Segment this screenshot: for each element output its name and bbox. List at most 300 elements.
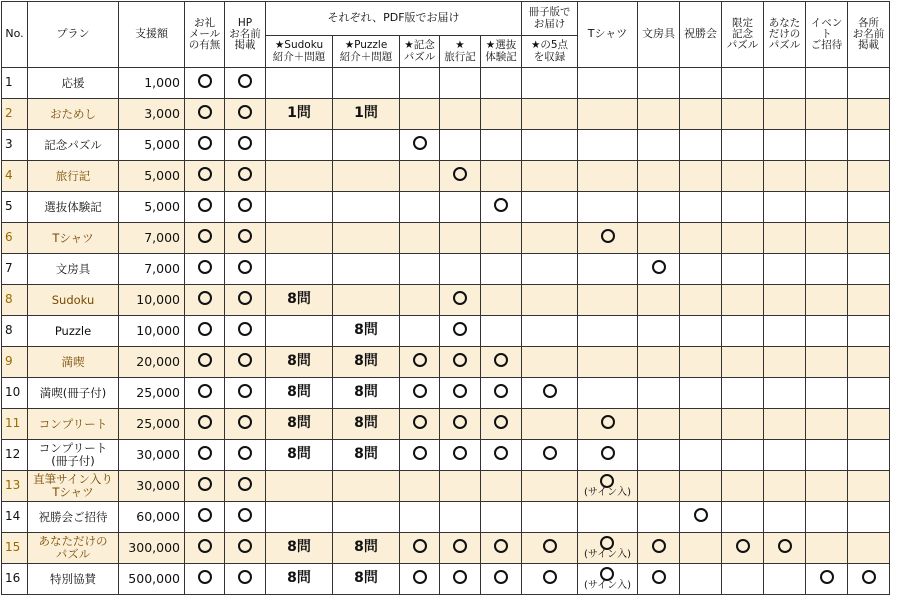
- empty-cell: [806, 471, 848, 502]
- circle-mark-icon: [198, 384, 212, 398]
- plan-name: 記念パズル: [28, 130, 119, 161]
- included-cell: [400, 440, 440, 471]
- support-amount: 500,000: [119, 564, 185, 595]
- empty-cell: [481, 130, 522, 161]
- circle-mark-icon: [453, 353, 467, 367]
- included-cell: [225, 223, 266, 254]
- problem-count: 8問: [266, 440, 333, 471]
- support-plan-table: [1, 1, 890, 595]
- empty-cell: [333, 254, 400, 285]
- circle-mark-icon: [238, 384, 252, 398]
- header-booklet-group: 冊子版で お届け: [522, 2, 578, 36]
- empty-cell: [578, 130, 638, 161]
- empty-cell: [848, 99, 890, 130]
- empty-cell: [522, 161, 578, 192]
- circle-mark-icon: [600, 536, 614, 550]
- included-cell: [185, 192, 225, 223]
- empty-cell: [848, 502, 890, 533]
- empty-cell: [481, 254, 522, 285]
- circle-mark-icon: [238, 539, 252, 553]
- circle-mark-icon: [413, 446, 427, 460]
- circle-mark-icon: [543, 384, 557, 398]
- empty-cell: [764, 99, 806, 130]
- header-party: 祝勝会: [680, 2, 722, 68]
- circle-mark-icon: [198, 198, 212, 212]
- header-plan: プラン: [28, 2, 119, 68]
- circle-mark-icon: [453, 167, 467, 181]
- empty-cell: [638, 68, 680, 99]
- included-cell: [440, 378, 481, 409]
- empty-cell: [522, 316, 578, 347]
- circle-mark-icon: [600, 567, 614, 581]
- support-amount: 25,000: [119, 378, 185, 409]
- table-row: [2, 471, 890, 502]
- empty-cell: [400, 223, 440, 254]
- circle-mark-icon: [198, 291, 212, 305]
- empty-cell: [638, 99, 680, 130]
- empty-cell: [266, 316, 333, 347]
- empty-cell: [764, 316, 806, 347]
- plan-name: あなただけの パズル: [28, 533, 119, 564]
- table-row: [2, 161, 890, 192]
- empty-cell: [722, 192, 764, 223]
- empty-cell: [578, 378, 638, 409]
- table-row: [2, 192, 890, 223]
- empty-cell: [764, 161, 806, 192]
- row-number: 9: [2, 347, 28, 378]
- circle-mark-icon: [198, 167, 212, 181]
- plan-name: 文房具: [28, 254, 119, 285]
- empty-cell: [400, 502, 440, 533]
- empty-cell: [848, 130, 890, 161]
- included-cell: [225, 254, 266, 285]
- empty-cell: [522, 68, 578, 99]
- circle-mark-icon: [494, 539, 508, 553]
- header-five-items: ★の5点 を収録: [522, 36, 578, 68]
- problem-count: 8問: [266, 285, 333, 316]
- empty-cell: [722, 223, 764, 254]
- empty-cell: [578, 502, 638, 533]
- empty-cell: [764, 471, 806, 502]
- circle-mark-icon: [413, 539, 427, 553]
- included-cell: [185, 564, 225, 595]
- table-row: [2, 316, 890, 347]
- support-amount: 20,000: [119, 347, 185, 378]
- empty-cell: [481, 99, 522, 130]
- circle-mark-icon: [198, 353, 212, 367]
- header-pdf-group: それぞれ、PDF版でお届け: [266, 2, 522, 36]
- empty-cell: [333, 130, 400, 161]
- empty-cell: [764, 347, 806, 378]
- header-limited-puzzle: 限定 記念 パズル: [722, 2, 764, 68]
- included-cell: [722, 533, 764, 564]
- circle-mark-icon: [198, 508, 212, 522]
- empty-cell: [266, 471, 333, 502]
- circle-mark-icon: [543, 539, 557, 553]
- header-no: No.: [2, 2, 28, 68]
- empty-cell: [440, 502, 481, 533]
- circle-mark-icon: [494, 384, 508, 398]
- row-number: 8: [2, 285, 28, 316]
- empty-cell: [764, 378, 806, 409]
- row-number: 13: [2, 471, 28, 502]
- included-cell: [400, 409, 440, 440]
- empty-cell: [400, 471, 440, 502]
- support-amount: 5,000: [119, 161, 185, 192]
- circle-mark-icon: [413, 570, 427, 584]
- circle-mark-icon: [652, 539, 666, 553]
- empty-cell: [722, 564, 764, 595]
- header-memorial-puzzle: ★記念 パズル: [400, 36, 440, 68]
- included-cell: [400, 130, 440, 161]
- circle-mark-icon: [543, 446, 557, 460]
- circle-mark-icon: [198, 570, 212, 584]
- empty-cell: [722, 440, 764, 471]
- circle-mark-icon: [601, 415, 615, 429]
- support-amount: 10,000: [119, 285, 185, 316]
- support-amount: 60,000: [119, 502, 185, 533]
- empty-cell: [522, 409, 578, 440]
- table-row: [2, 223, 890, 254]
- included-cell: [481, 440, 522, 471]
- plan-name: おためし: [28, 99, 119, 130]
- empty-cell: [522, 254, 578, 285]
- included-cell: [578, 440, 638, 471]
- row-number: 10: [2, 378, 28, 409]
- empty-cell: [848, 254, 890, 285]
- circle-mark-icon: [198, 229, 212, 243]
- empty-cell: [848, 161, 890, 192]
- included-cell: [764, 533, 806, 564]
- empty-cell: [481, 285, 522, 316]
- header-travelogue: ★ 旅行記: [440, 36, 481, 68]
- circle-mark-icon: [238, 167, 252, 181]
- empty-cell: [578, 99, 638, 130]
- support-amount: 5,000: [119, 130, 185, 161]
- included-cell: [185, 347, 225, 378]
- empty-cell: [722, 409, 764, 440]
- included-cell: [440, 564, 481, 595]
- problem-count: 8問: [333, 440, 400, 471]
- empty-cell: [638, 347, 680, 378]
- circle-mark-icon: [494, 446, 508, 460]
- problem-count: 8問: [266, 533, 333, 564]
- signed-note: (サイン入): [583, 487, 632, 498]
- row-number: 12: [2, 440, 28, 471]
- included-cell: [225, 564, 266, 595]
- header-stationery: 文房具: [638, 2, 680, 68]
- empty-cell: [638, 471, 680, 502]
- problem-count: 8問: [266, 564, 333, 595]
- circle-mark-icon: [238, 229, 252, 243]
- empty-cell: [680, 378, 722, 409]
- row-number: 5: [2, 192, 28, 223]
- circle-mark-icon: [601, 446, 615, 460]
- empty-cell: [522, 347, 578, 378]
- empty-cell: [806, 192, 848, 223]
- empty-cell: [440, 68, 481, 99]
- included-cell: [578, 533, 638, 564]
- circle-mark-icon: [198, 322, 212, 336]
- empty-cell: [440, 471, 481, 502]
- plan-name: 特別協賛: [28, 564, 119, 595]
- included-cell: [225, 192, 266, 223]
- included-cell: [440, 161, 481, 192]
- circle-mark-icon: [694, 508, 708, 522]
- table-row: [2, 440, 890, 471]
- empty-cell: [638, 285, 680, 316]
- empty-cell: [522, 471, 578, 502]
- row-number: 8: [2, 316, 28, 347]
- empty-cell: [266, 192, 333, 223]
- included-cell: [225, 347, 266, 378]
- empty-cell: [680, 254, 722, 285]
- empty-cell: [400, 161, 440, 192]
- empty-cell: [848, 378, 890, 409]
- circle-mark-icon: [652, 570, 666, 584]
- problem-count: 8問: [333, 409, 400, 440]
- circle-mark-icon: [198, 415, 212, 429]
- empty-cell: [638, 223, 680, 254]
- row-number: 15: [2, 533, 28, 564]
- empty-cell: [333, 223, 400, 254]
- empty-cell: [481, 502, 522, 533]
- included-cell: [481, 378, 522, 409]
- included-cell: [225, 161, 266, 192]
- empty-cell: [522, 223, 578, 254]
- empty-cell: [806, 68, 848, 99]
- empty-cell: [722, 254, 764, 285]
- support-amount: 7,000: [119, 254, 185, 285]
- included-cell: [638, 564, 680, 595]
- empty-cell: [266, 68, 333, 99]
- circle-mark-icon: [238, 260, 252, 274]
- plan-name: コンプリート (冊子付): [28, 440, 119, 471]
- circle-mark-icon: [198, 136, 212, 150]
- circle-mark-icon: [238, 508, 252, 522]
- empty-cell: [722, 502, 764, 533]
- empty-cell: [764, 192, 806, 223]
- table-row: [2, 564, 890, 595]
- header-selection-story: ★選抜 体験記: [481, 36, 522, 68]
- circle-mark-icon: [238, 477, 252, 491]
- empty-cell: [440, 223, 481, 254]
- empty-cell: [481, 68, 522, 99]
- included-cell: [185, 68, 225, 99]
- included-cell: [522, 533, 578, 564]
- empty-cell: [764, 502, 806, 533]
- problem-count: 8問: [333, 347, 400, 378]
- empty-cell: [764, 68, 806, 99]
- empty-cell: [266, 130, 333, 161]
- empty-cell: [764, 254, 806, 285]
- empty-cell: [806, 161, 848, 192]
- circle-mark-icon: [453, 539, 467, 553]
- empty-cell: [680, 99, 722, 130]
- empty-cell: [722, 130, 764, 161]
- header-your-puzzle: あなた だけの パズル: [764, 2, 806, 68]
- empty-cell: [400, 68, 440, 99]
- plan-name: 旅行記: [28, 161, 119, 192]
- circle-mark-icon: [413, 415, 427, 429]
- included-cell: [481, 533, 522, 564]
- empty-cell: [440, 130, 481, 161]
- row-number: 14: [2, 502, 28, 533]
- empty-cell: [638, 378, 680, 409]
- empty-cell: [638, 192, 680, 223]
- empty-cell: [333, 471, 400, 502]
- included-cell: [481, 192, 522, 223]
- table-row: [2, 254, 890, 285]
- empty-cell: [522, 99, 578, 130]
- empty-cell: [680, 440, 722, 471]
- plan-name: Puzzle: [28, 316, 119, 347]
- empty-cell: [806, 440, 848, 471]
- circle-mark-icon: [543, 570, 557, 584]
- empty-cell: [764, 564, 806, 595]
- empty-cell: [764, 223, 806, 254]
- empty-cell: [680, 192, 722, 223]
- empty-cell: [481, 161, 522, 192]
- empty-cell: [333, 192, 400, 223]
- circle-mark-icon: [494, 570, 508, 584]
- included-cell: [185, 533, 225, 564]
- support-amount: 30,000: [119, 471, 185, 502]
- empty-cell: [638, 440, 680, 471]
- empty-cell: [848, 316, 890, 347]
- included-cell: [185, 254, 225, 285]
- included-cell: [578, 564, 638, 595]
- problem-count: 1問: [266, 99, 333, 130]
- row-number: 16: [2, 564, 28, 595]
- table-row: [2, 378, 890, 409]
- circle-mark-icon: [453, 415, 467, 429]
- included-cell: [225, 285, 266, 316]
- empty-cell: [440, 192, 481, 223]
- plan-name: 満喫(冊子付): [28, 378, 119, 409]
- empty-cell: [764, 440, 806, 471]
- row-number: 6: [2, 223, 28, 254]
- empty-cell: [680, 533, 722, 564]
- empty-cell: [806, 533, 848, 564]
- empty-cell: [680, 471, 722, 502]
- problem-count: 8問: [333, 533, 400, 564]
- included-cell: [481, 564, 522, 595]
- empty-cell: [522, 285, 578, 316]
- included-cell: [440, 347, 481, 378]
- circle-mark-icon: [413, 384, 427, 398]
- included-cell: [185, 130, 225, 161]
- row-number: 7: [2, 254, 28, 285]
- row-number: 11: [2, 409, 28, 440]
- support-amount: 3,000: [119, 99, 185, 130]
- empty-cell: [848, 471, 890, 502]
- signed-note: (サイン入): [583, 580, 632, 591]
- empty-cell: [400, 254, 440, 285]
- empty-cell: [400, 285, 440, 316]
- empty-cell: [848, 533, 890, 564]
- empty-cell: [848, 223, 890, 254]
- empty-cell: [680, 130, 722, 161]
- plan-name: 選抜体験記: [28, 192, 119, 223]
- empty-cell: [680, 68, 722, 99]
- problem-count: 8問: [333, 378, 400, 409]
- included-cell: [440, 440, 481, 471]
- empty-cell: [481, 316, 522, 347]
- included-cell: [185, 285, 225, 316]
- circle-mark-icon: [453, 446, 467, 460]
- empty-cell: [848, 285, 890, 316]
- empty-cell: [764, 285, 806, 316]
- included-cell: [481, 409, 522, 440]
- empty-cell: [722, 68, 764, 99]
- empty-cell: [266, 223, 333, 254]
- empty-cell: [266, 161, 333, 192]
- circle-mark-icon: [238, 353, 252, 367]
- signed-note: (サイン入): [583, 549, 632, 560]
- empty-cell: [638, 502, 680, 533]
- included-cell: [440, 409, 481, 440]
- included-cell: [522, 378, 578, 409]
- table-row: [2, 68, 890, 99]
- included-cell: [185, 409, 225, 440]
- empty-cell: [722, 99, 764, 130]
- circle-mark-icon: [238, 136, 252, 150]
- circle-mark-icon: [198, 446, 212, 460]
- empty-cell: [638, 130, 680, 161]
- table-row: [2, 285, 890, 316]
- circle-mark-icon: [453, 384, 467, 398]
- empty-cell: [333, 502, 400, 533]
- included-cell: [225, 316, 266, 347]
- included-cell: [400, 347, 440, 378]
- support-amount: 10,000: [119, 316, 185, 347]
- circle-mark-icon: [820, 570, 834, 584]
- circle-mark-icon: [238, 446, 252, 460]
- included-cell: [185, 99, 225, 130]
- table-row: [2, 99, 890, 130]
- included-cell: [522, 440, 578, 471]
- included-cell: [638, 254, 680, 285]
- included-cell: [440, 285, 481, 316]
- circle-mark-icon: [778, 539, 792, 553]
- row-number: 1: [2, 68, 28, 99]
- table-row: [2, 347, 890, 378]
- included-cell: [806, 564, 848, 595]
- plan-name: 満喫: [28, 347, 119, 378]
- circle-mark-icon: [600, 474, 614, 488]
- support-amount: 7,000: [119, 223, 185, 254]
- header-sudoku: ★Sudoku 紹介＋問題: [266, 36, 333, 68]
- empty-cell: [848, 192, 890, 223]
- included-cell: [225, 471, 266, 502]
- included-cell: [848, 564, 890, 595]
- empty-cell: [481, 471, 522, 502]
- circle-mark-icon: [198, 74, 212, 88]
- included-cell: [185, 502, 225, 533]
- table-row: [2, 409, 890, 440]
- problem-count: 8問: [266, 378, 333, 409]
- header-hp-name: HP お名前 掲載: [225, 2, 266, 68]
- included-cell: [680, 502, 722, 533]
- empty-cell: [400, 316, 440, 347]
- empty-cell: [680, 285, 722, 316]
- empty-cell: [806, 285, 848, 316]
- empty-cell: [722, 285, 764, 316]
- empty-cell: [578, 254, 638, 285]
- circle-mark-icon: [198, 260, 212, 274]
- empty-cell: [848, 68, 890, 99]
